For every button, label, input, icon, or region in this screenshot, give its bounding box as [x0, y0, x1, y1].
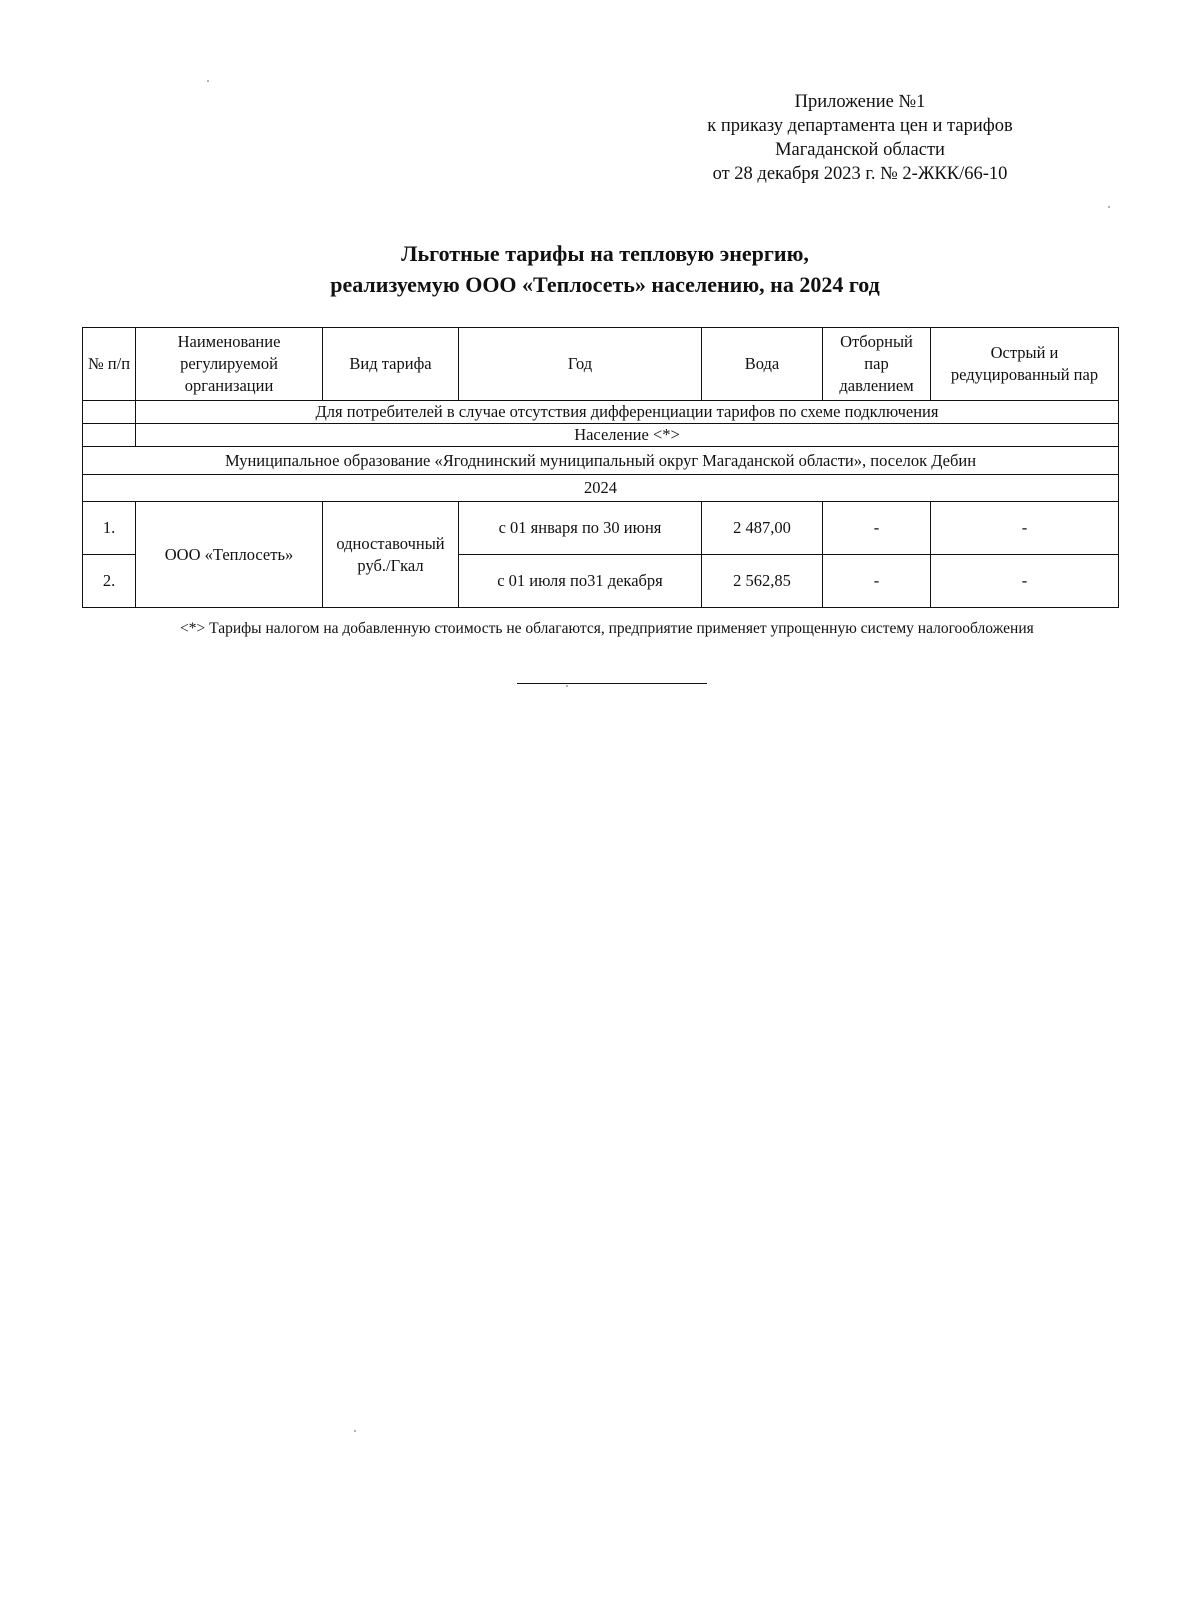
- section-population-empty-cell: [83, 424, 136, 447]
- table-row: [83, 502, 1119, 555]
- scan-speck: [566, 685, 568, 687]
- header-water: Вода: [702, 328, 823, 401]
- header-num: № п/п: [83, 328, 136, 401]
- section-population-label: Население <*>: [136, 424, 1119, 447]
- appendix-region: Магаданской области: [775, 140, 945, 160]
- section-consumers-row: [83, 401, 1119, 424]
- end-divider: [517, 683, 707, 684]
- steam-selected-cell: -: [823, 555, 931, 608]
- appendix-number: Приложение №1: [794, 92, 926, 112]
- section-consumers-empty-cell: [83, 401, 136, 424]
- appendix-header: [640, 90, 1080, 186]
- water-cell: 2 562,85: [702, 555, 823, 608]
- year-row: [83, 475, 1119, 502]
- title-line-2: реализуемую ООО «Теплосеть» населению, на 2024 год: [330, 272, 880, 297]
- row-num: 2.: [83, 555, 136, 608]
- municipality-row: [83, 447, 1119, 475]
- steam-sharp-cell: -: [931, 555, 1119, 608]
- year-label: 2024: [83, 475, 1119, 502]
- appendix-order-date: от 28 декабря 2023 г. № 2-ЖКК/66-10: [712, 164, 1008, 184]
- municipality-label: Муниципальное образование «Ягоднинский муниципальный округ Магаданской области», поселок Дебин: [83, 447, 1119, 475]
- period-cell: с 01 июля по31 декабря: [459, 555, 702, 608]
- period-cell: с 01 января по 30 июня: [459, 502, 702, 555]
- section-consumers-label: Для потребителей в случае отсутствия дифференциации тарифов по схеме подключения: [136, 401, 1119, 424]
- row-num: 1.: [83, 502, 136, 555]
- footnote: <*> Тарифы налогом на добавленную стоимость не облагаются, предприятие применяет упрощенную систему налогообложения: [180, 620, 1034, 637]
- scan-speck: [1108, 206, 1110, 208]
- title-line-1: Льготные тарифы на тепловую энергию,: [401, 241, 809, 266]
- header-tariff-type: Вид тарифа: [323, 328, 459, 401]
- header-steam-sharp: Острый и редуцированный пар: [931, 328, 1119, 401]
- header-year: Год: [459, 328, 702, 401]
- header-organization: Наименование регулируемой организации: [136, 328, 323, 401]
- steam-sharp-cell: -: [931, 502, 1119, 555]
- tariff-table: [82, 327, 1119, 608]
- scan-speck: [207, 80, 209, 82]
- organization-cell: ООО «Теплосеть»: [136, 502, 323, 608]
- section-population-row: [83, 424, 1119, 447]
- table-header-row: [83, 328, 1119, 401]
- tariff-type-cell: одноставочный руб./Гкал: [323, 502, 459, 608]
- water-cell: 2 487,00: [702, 502, 823, 555]
- steam-selected-cell: -: [823, 502, 931, 555]
- document-title: [80, 238, 1130, 300]
- appendix-order-ref: к приказу департамента цен и тарифов: [707, 116, 1013, 136]
- scan-speck: [354, 1430, 356, 1432]
- header-steam-selected: Отборный пар давлением: [823, 328, 931, 401]
